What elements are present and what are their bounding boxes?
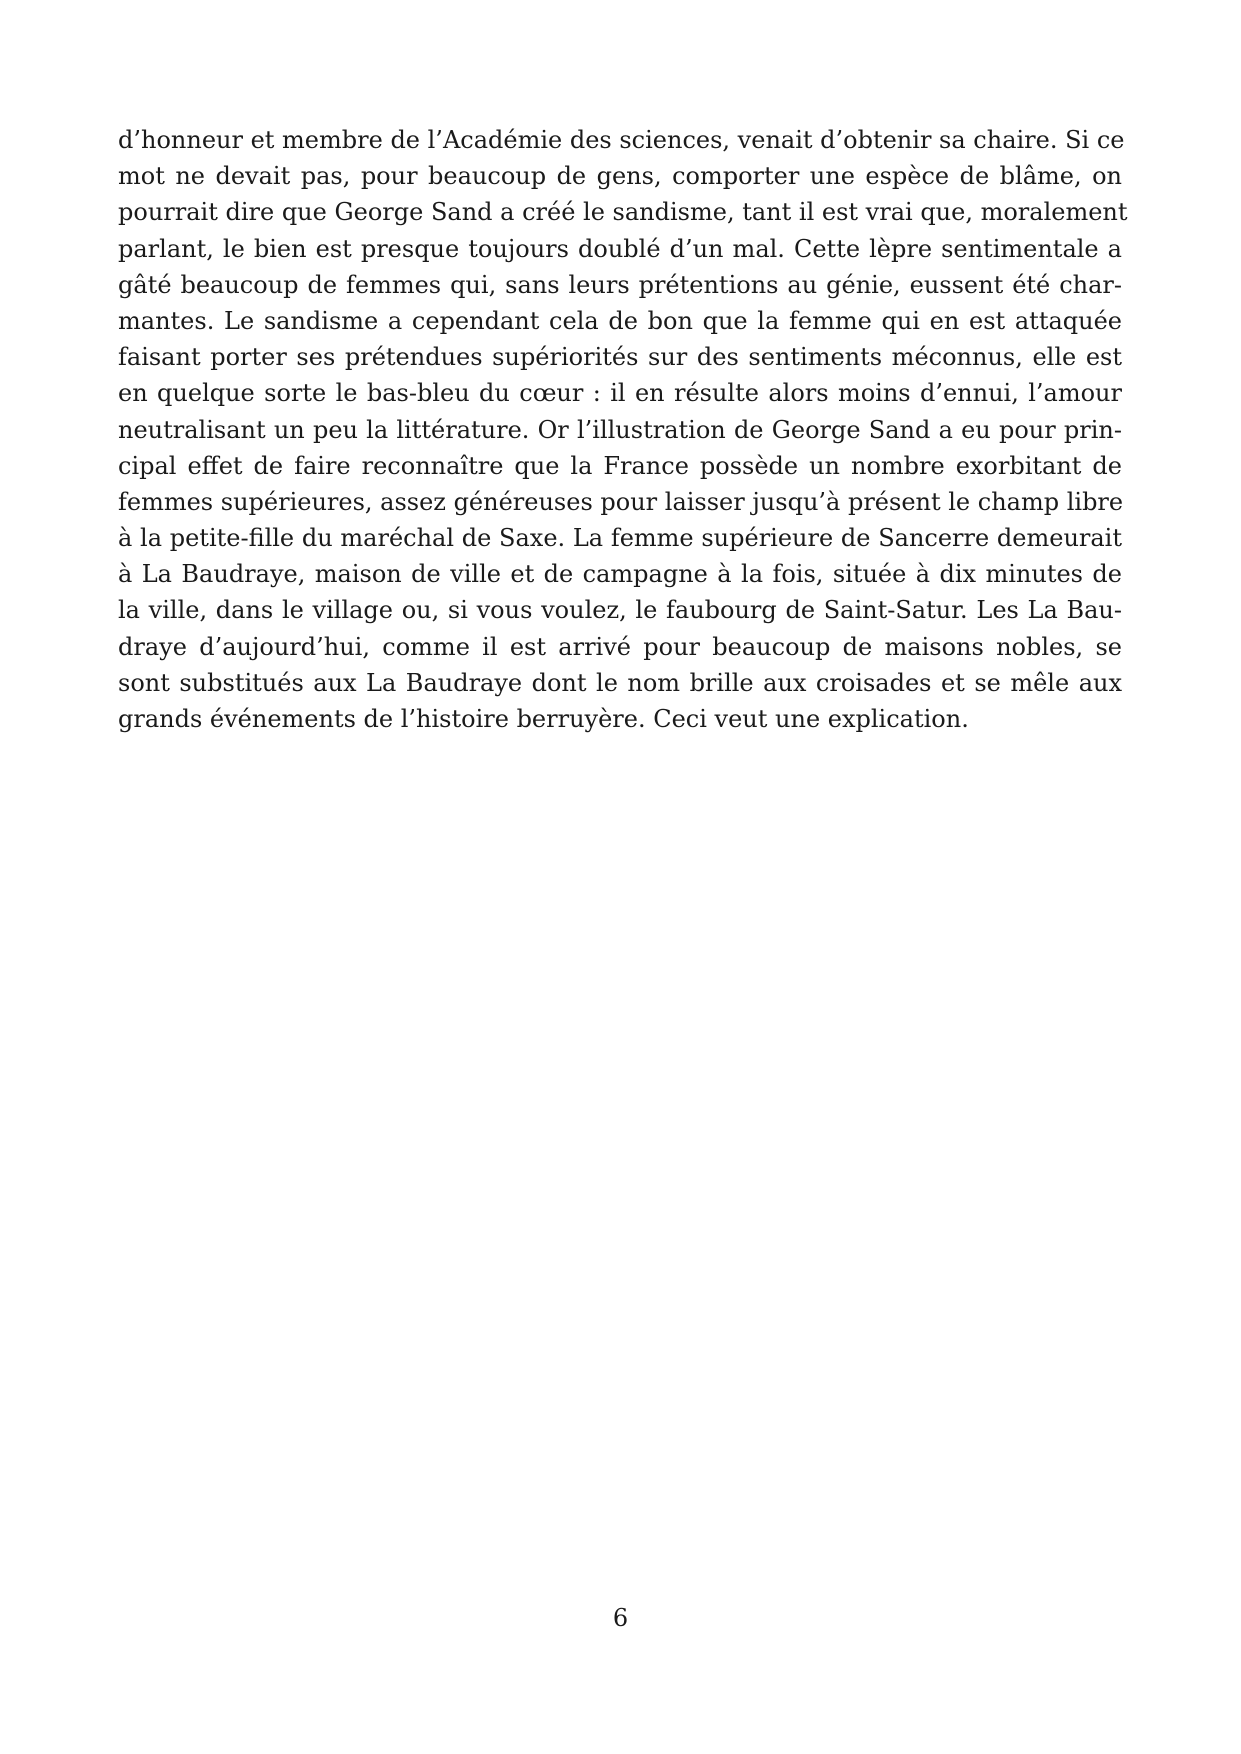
text-line: à la petite-fille du maréchal de Saxe. La femme supérieure de Sancerre demeurait (118, 524, 1122, 553)
text-line: faisant porter ses prétendues supériorités sur des sentiments méconnus, elle est (118, 343, 1122, 372)
text-line: sont substitués aux La Baudraye dont le nom brille aux croisades et se mêle aux (118, 668, 1122, 697)
text-line: grands événements de l’histoire berruyère. Ceci veut une explication. (118, 705, 969, 733)
text-line: mantes. Le sandisme a cependant cela de bon que la femme qui en est attaquée (118, 306, 1122, 335)
body-paragraph (118, 122, 1128, 737)
text-line: mot ne devait pas, pour beaucoup de gens, comporter une espèce de blâme, on (118, 162, 1122, 191)
text-line: d’honneur et membre de l’Académie des sciences, venait d’obtenir sa chaire. Si ce (118, 126, 1125, 154)
text-line: cipal effet de faire reconnaître que la France possède un nombre exorbitant de (118, 451, 1122, 480)
text-line: neutralisant un peu la littérature. Or l’illustration de George Sand a eu pour prin- (118, 415, 1122, 444)
text-line: pourrait dire que George Sand a créé le sandisme, tant il est vrai que, moralement (118, 198, 1128, 227)
text-line: femmes supérieures, assez généreuses pour laisser jusqu’à présent le champ libre (118, 487, 1124, 516)
text-line: en quelque sorte le bas-bleu du cœur : il en résulte alors moins d’ennui, l’amour (118, 379, 1122, 408)
text-line: la ville, dans le village ou, si vous voulez, le faubourg de Saint-Satur. Les La Bau- (118, 596, 1122, 625)
text-line: draye d’aujourd’hui, comme il est arrivé pour beaucoup de maisons nobles, se (118, 632, 1122, 661)
text-line: à La Baudraye, maison de ville et de campagne à la fois, située à dix minutes de (118, 560, 1122, 589)
text-line: gâté beaucoup de femmes qui, sans leurs prétentions au génie, eussent été char- (118, 270, 1122, 299)
text-line: parlant, le bien est presque toujours doublé d’un mal. Cette lèpre sentimentale a (118, 234, 1122, 263)
page-number: 6 (612, 1604, 629, 1632)
